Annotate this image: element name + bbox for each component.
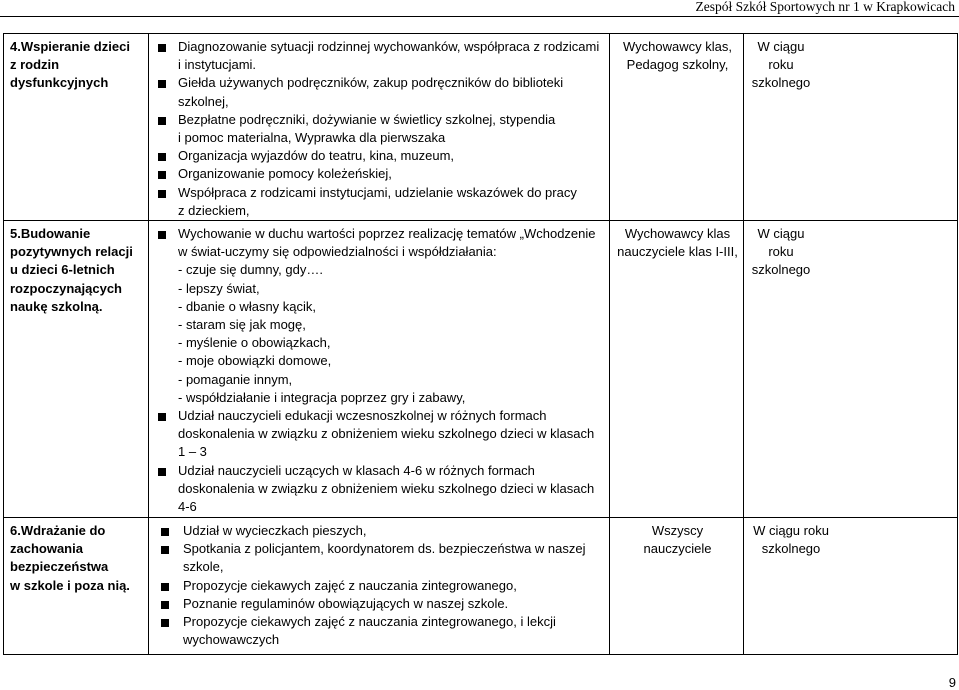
deadline-line: roku — [768, 57, 794, 73]
goal-line: naukę szkolną. — [10, 298, 103, 314]
table-row — [4, 518, 958, 655]
square-bullet-icon — [158, 44, 166, 52]
responsible-line: Wszyscy — [651, 523, 704, 539]
page-number: 9 — [948, 675, 956, 690]
activity-line: szkole, — [183, 559, 224, 575]
deadline-cell — [744, 34, 958, 221]
goal-line: w szkole i poza nią. — [10, 577, 130, 593]
goal-line: 4.Wspieranie dzieci — [10, 39, 130, 54]
header-rule — [0, 16, 959, 17]
goal-line: u dzieci 6-letnich — [10, 262, 115, 278]
table-row — [4, 221, 958, 518]
activity-line: Poznanie regulaminów obowiązujących w naszej szkole. — [183, 595, 509, 611]
activity-item — [155, 111, 605, 147]
goal-line: 5.Budowanie — [10, 226, 91, 242]
deadline-line: W ciągu — [757, 39, 805, 54]
square-bullet-icon — [158, 413, 166, 421]
goal-line: z rodzin — [10, 57, 60, 73]
responsible-cell — [610, 34, 744, 221]
square-bullet-icon — [158, 231, 166, 239]
activity-line: Współpraca z rodzicami instytucjami, udzielanie wskazówek do pracy — [178, 184, 577, 200]
square-bullet-icon — [158, 80, 166, 88]
square-bullet-icon — [158, 468, 166, 476]
activity-line: Propozycje ciekawych zajęć z nauczania zintegrowanego, — [183, 577, 517, 593]
activity-line: - moje obowiązki domowe, — [178, 353, 332, 369]
activity-line: doskonalenia w związku z obniżeniem wieku szkolnego dzieci w klasach — [178, 426, 595, 442]
activity-line: Udział nauczycieli edukacji wczesnoszkolnej w różnych formach — [178, 408, 547, 424]
activity-item — [155, 184, 605, 220]
square-bullet-icon — [161, 546, 169, 554]
activity-line: wychowawczych — [183, 632, 280, 648]
running-header: Zespół Szkół Sportowych nr 1 w Krapkowicach — [695, 0, 955, 14]
responsible-line: Pedagog szkolny, — [626, 57, 729, 73]
responsible-line: nauczyciele — [643, 541, 712, 557]
goal-cell — [4, 221, 149, 518]
square-bullet-icon — [161, 601, 169, 609]
activity-line: 1 – 3 — [178, 444, 207, 460]
activities-cell — [149, 221, 610, 518]
activity-line: Udział w wycieczkach pieszych, — [183, 523, 367, 539]
square-bullet-icon — [158, 153, 166, 161]
activity-line: Diagnozowanie sytuacji rodzinnej wychowanków, współpraca z rodzicami — [178, 39, 600, 54]
goal-line: rozpoczynających — [10, 280, 122, 296]
activity-line: - czuje się dumny, gdy…. — [178, 262, 323, 278]
square-bullet-icon — [161, 619, 169, 627]
activity-line: Propozycje ciekawych zajęć z nauczania zintegrowanego, i lekcji — [183, 614, 556, 630]
activity-line: - staram się jak mogę, — [178, 317, 306, 333]
square-bullet-icon — [158, 171, 166, 179]
activity-line: Wychowanie w duchu wartości poprzez realizację tematów „Wchodzenie — [178, 226, 596, 242]
goal-line: pozytywnych relacji — [10, 244, 133, 260]
goal-cell — [4, 518, 149, 655]
activity-line: - pomaganie innym, — [178, 371, 293, 387]
activity-item — [155, 225, 605, 407]
activity-line: - myślenie o obowiązkach, — [178, 335, 331, 351]
table-row — [4, 34, 958, 221]
square-bullet-icon — [161, 583, 169, 591]
activity-line: Organizacja wyjazdów do teatru, kina, muzeum, — [178, 148, 455, 164]
activity-item — [155, 38, 605, 74]
activity-line: 4-6 — [178, 499, 197, 515]
activity-line: szkolnej, — [178, 93, 229, 109]
activity-item — [155, 147, 605, 165]
activity-line: - współdziałanie i integracja poprzez gry i zabawy, — [178, 389, 466, 405]
deadline-line: W ciągu — [757, 226, 805, 242]
activity-line: Spotkania z policjantem, koordynatorem ds. bezpieczeństwa w naszej — [183, 541, 586, 557]
activity-line: Giełda używanych podręczników, zakup podręczników do biblioteki — [178, 75, 564, 91]
activity-item — [155, 595, 605, 613]
activity-line: Udział nauczycieli uczących w klasach 4-6 w różnych formach — [178, 462, 535, 478]
deadline-line: szkolnego — [751, 262, 811, 278]
square-bullet-icon — [158, 190, 166, 198]
activity-line: Organizowanie pomocy koleżeńskiej, — [178, 166, 392, 182]
responsible-line: nauczyciele klas I-III, — [617, 244, 738, 260]
responsible-line: Wychowawcy klas, — [623, 39, 732, 54]
activity-line: doskonalenia w związku z obniżeniem wieku szkolnego dzieci w klasach — [178, 480, 595, 496]
deadline-cell — [744, 518, 958, 655]
activity-line: Bezpłatne podręczniki, dożywianie w świetlicy szkolnej, stypendia — [178, 111, 556, 127]
activity-line: - lepszy świat, — [178, 280, 260, 296]
responsible-line: Wychowawcy klas — [624, 226, 731, 242]
activity-item — [155, 522, 605, 540]
plan-table — [3, 33, 958, 655]
activity-item — [155, 613, 605, 649]
square-bullet-icon — [161, 528, 169, 536]
activities-cell — [149, 518, 610, 655]
activity-item — [155, 577, 605, 595]
deadline-cell — [744, 221, 958, 518]
activity-line: - dbanie o własny kącik, — [178, 298, 317, 314]
activity-item — [155, 407, 605, 462]
goal-line: 6.Wdrażanie do — [10, 523, 106, 539]
activity-line: z dzieckiem, — [178, 202, 250, 218]
activity-line: i instytucjami. — [178, 57, 257, 73]
activity-item — [155, 462, 605, 517]
activity-item — [155, 540, 605, 576]
activity-line: w świat-uczymy się odpowiedzialności i współdziałania: — [178, 244, 497, 260]
deadline-line: szkolnego — [761, 541, 821, 557]
activity-item — [155, 74, 605, 110]
responsible-cell — [610, 518, 744, 655]
deadline-line: W ciągu roku — [753, 523, 829, 539]
goal-line: zachowania — [10, 541, 83, 557]
activities-cell — [149, 34, 610, 221]
goal-cell — [4, 34, 149, 221]
goal-line: bezpieczeństwa — [10, 559, 109, 575]
deadline-line: szkolnego — [751, 75, 811, 91]
goal-line: dysfunkcyjnych — [10, 75, 109, 91]
responsible-cell — [610, 221, 744, 518]
activity-line: i pomoc materialna, Wyprawka dla pierwszaka — [178, 130, 446, 146]
activity-item — [155, 165, 605, 183]
deadline-line: roku — [768, 244, 794, 260]
square-bullet-icon — [158, 117, 166, 125]
